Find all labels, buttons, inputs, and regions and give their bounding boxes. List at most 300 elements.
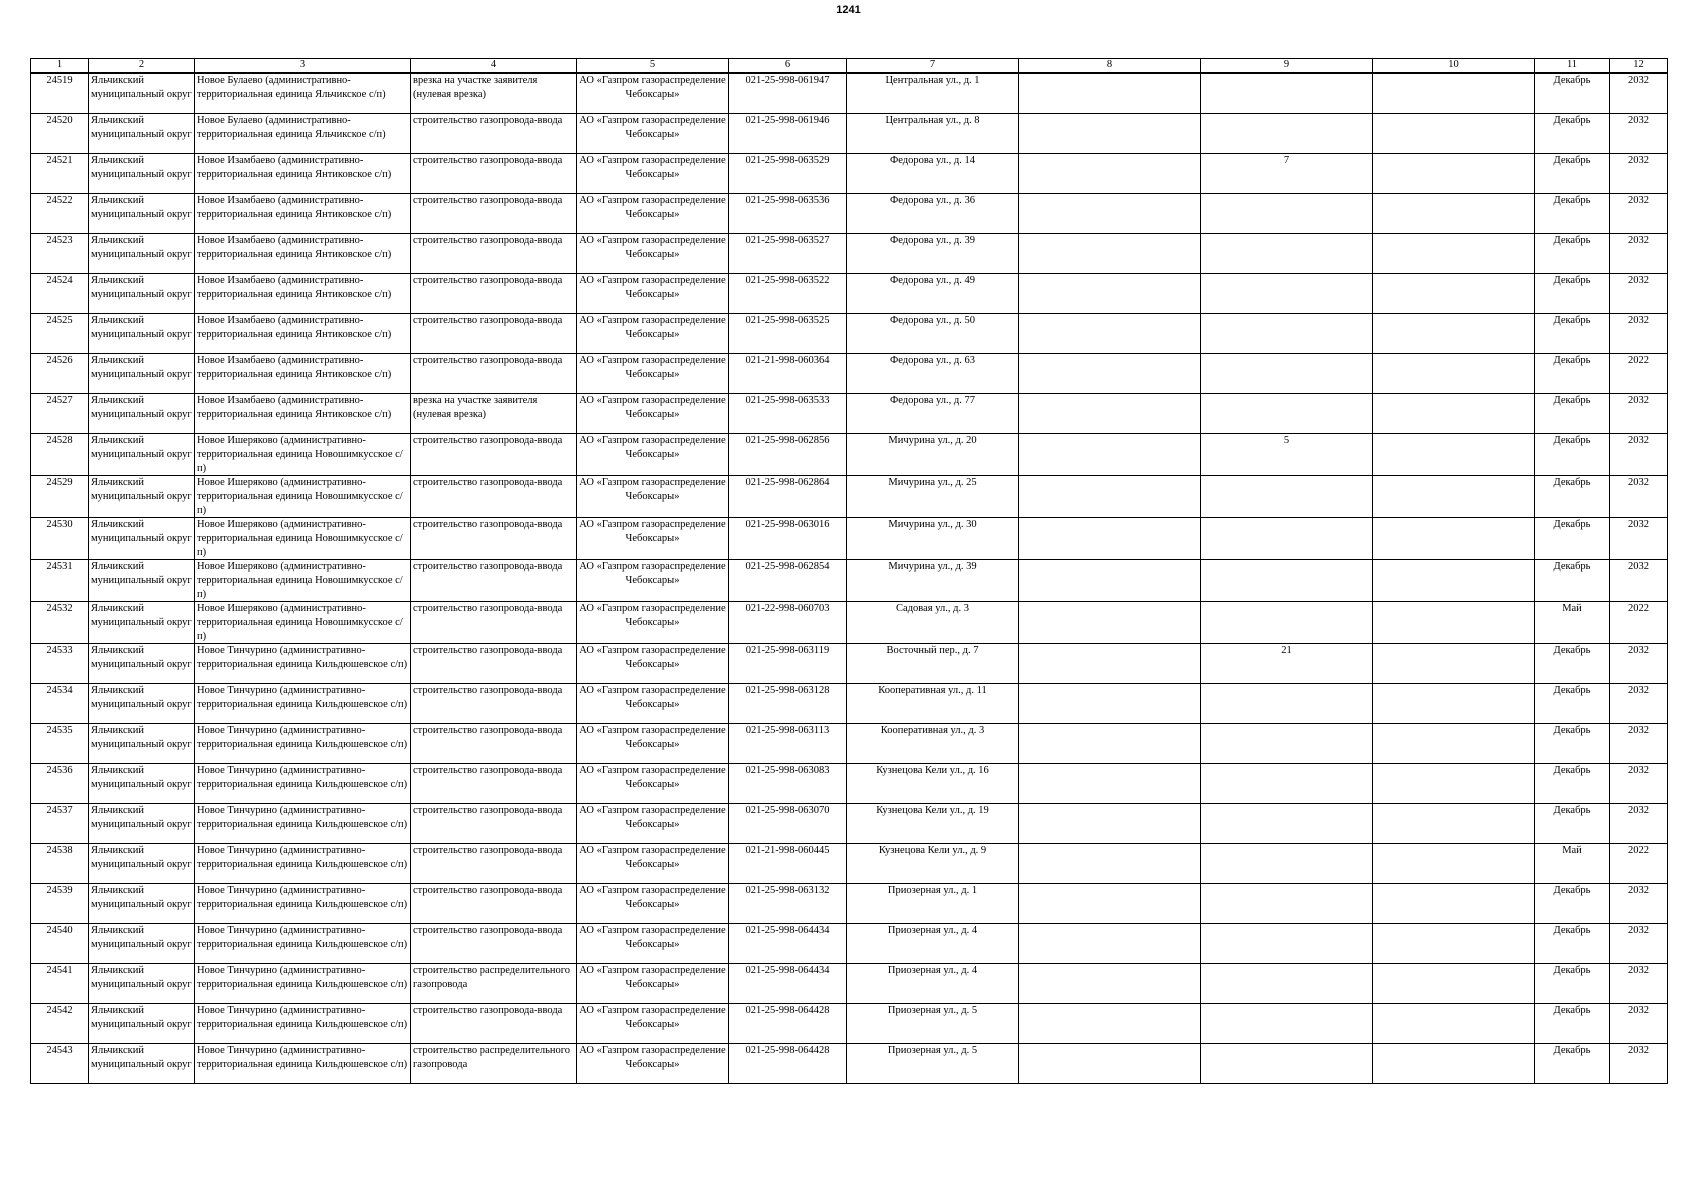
- organization-cell-text: АО «Газпром газораспределение Чебоксары»: [579, 75, 726, 100]
- month-cell-text: Декабрь: [1553, 315, 1591, 326]
- row-id-cell-text: 24537: [46, 805, 73, 816]
- year-cell-text: 2022: [1628, 355, 1649, 366]
- request-code-cell-text: 021-25-998-062864: [745, 477, 830, 488]
- column-9-cell: [1201, 434, 1373, 476]
- row-id-cell-text: 24539: [46, 885, 73, 896]
- column-9-cell: [1201, 1044, 1373, 1084]
- address-cell: [847, 644, 1019, 684]
- month-cell-text: Декабрь: [1553, 435, 1591, 446]
- organization-cell-text: АО «Газпром газораспределение Чебоксары»: [579, 1045, 726, 1070]
- row-id-cell-text: 24527: [46, 395, 73, 406]
- row-id-cell: [31, 434, 89, 476]
- month-cell-text: Декабрь: [1553, 765, 1591, 776]
- month-cell-text: Декабрь: [1553, 155, 1591, 166]
- request-code-cell-text: 021-25-998-062856: [745, 435, 830, 446]
- column-10-cell: [1373, 354, 1535, 394]
- settlement-cell-text: Новое Ишеряково (административно-территориальная единица Новошимкусское с/п): [197, 435, 403, 474]
- column-header: 5: [577, 59, 729, 74]
- month-cell-text: Декабрь: [1553, 561, 1591, 572]
- column-10-cell: [1373, 1004, 1535, 1044]
- settlement-cell-text: Новое Булаево (административно-территориальная единица Яльчикское с/п): [197, 75, 386, 100]
- month-cell: [1535, 1004, 1610, 1044]
- column-8-cell: [1019, 194, 1201, 234]
- organization-cell: [577, 1004, 729, 1044]
- work-type-cell-text: строительство газопровода-ввода: [413, 235, 563, 246]
- row-id-cell-text: 24528: [46, 435, 73, 446]
- work-type-cell: [411, 234, 577, 274]
- column-9-cell: [1201, 194, 1373, 234]
- request-code-cell: [729, 1004, 847, 1044]
- request-code-cell-text: 021-25-998-061947: [745, 75, 830, 86]
- organization-cell: [577, 844, 729, 884]
- district-cell: [89, 114, 195, 154]
- month-cell-text: Декабрь: [1553, 685, 1591, 696]
- year-cell: [1610, 73, 1668, 114]
- request-code-cell: [729, 924, 847, 964]
- address-cell-text: Кузнецова Кели ул., д. 19: [876, 805, 989, 816]
- month-cell-text: Декабрь: [1553, 805, 1591, 816]
- work-type-cell: [411, 1004, 577, 1044]
- organization-cell: [577, 684, 729, 724]
- column-10-cell: [1373, 274, 1535, 314]
- address-cell-text: Кузнецова Кели ул., д. 16: [876, 765, 989, 776]
- address-cell-text: Федорова ул., д. 39: [889, 235, 975, 246]
- row-id-cell: [31, 73, 89, 114]
- row-id-cell: [31, 354, 89, 394]
- district-cell: [89, 804, 195, 844]
- organization-cell-text: АО «Газпром газораспределение Чебоксары»: [579, 115, 726, 140]
- organization-cell: [577, 518, 729, 560]
- settlement-cell-text: Новое Изамбаево (административно-территориальная единица Янтиковское с/п): [197, 395, 392, 420]
- year-cell-text: 2032: [1628, 435, 1649, 446]
- column-header: 11: [1535, 59, 1610, 74]
- row-id-cell: [31, 964, 89, 1004]
- column-10-cell: [1373, 394, 1535, 434]
- district-cell: [89, 234, 195, 274]
- work-type-cell-text: строительство газопровода-ввода: [413, 519, 563, 530]
- year-cell-text: 2032: [1628, 765, 1649, 776]
- work-type-cell-text: строительство газопровода-ввода: [413, 645, 563, 656]
- address-cell: [847, 764, 1019, 804]
- work-type-cell: [411, 804, 577, 844]
- column-header: 1: [31, 59, 89, 74]
- settlement-cell-text: Новое Тинчурино (административно-территориальная единица Кильдюшевское с/п): [197, 845, 408, 870]
- column-8-cell: [1019, 1004, 1201, 1044]
- request-code-cell-text: 021-25-998-063128: [745, 685, 830, 696]
- column-9-cell: [1201, 844, 1373, 884]
- row-id-cell-text: 24522: [46, 195, 73, 206]
- settlement-cell: [195, 234, 411, 274]
- request-code-cell-text: 021-25-998-063522: [745, 275, 830, 286]
- work-type-cell-text: врезка на участке заявителя (нулевая врезка): [413, 395, 538, 420]
- work-type-cell: [411, 194, 577, 234]
- column-10-cell: [1373, 560, 1535, 602]
- column-8-cell: [1019, 924, 1201, 964]
- address-cell-text: Федорова ул., д. 49: [889, 275, 975, 286]
- month-cell-text: Декабрь: [1553, 75, 1591, 86]
- work-type-cell-text: строительство газопровода-ввода: [413, 885, 563, 896]
- settlement-cell: [195, 73, 411, 114]
- work-type-cell: [411, 964, 577, 1004]
- month-cell-text: Декабрь: [1553, 1005, 1591, 1016]
- column-9-cell-text: 21: [1281, 645, 1292, 656]
- work-type-cell: [411, 354, 577, 394]
- month-cell: [1535, 154, 1610, 194]
- month-cell: [1535, 476, 1610, 518]
- column-8-cell: [1019, 114, 1201, 154]
- column-10-cell: [1373, 844, 1535, 884]
- row-id-cell: [31, 764, 89, 804]
- address-cell: [847, 560, 1019, 602]
- work-type-cell: [411, 394, 577, 434]
- column-8-cell: [1019, 354, 1201, 394]
- year-cell-text: 2032: [1628, 965, 1649, 976]
- column-8-cell: [1019, 602, 1201, 644]
- column-9-cell: [1201, 518, 1373, 560]
- column-8-cell: [1019, 884, 1201, 924]
- request-code-cell: [729, 394, 847, 434]
- month-cell: [1535, 964, 1610, 1004]
- year-cell: [1610, 154, 1668, 194]
- organization-cell-text: АО «Газпром газораспределение Чебоксары»: [579, 275, 726, 300]
- work-type-cell: [411, 73, 577, 114]
- column-9-cell: [1201, 234, 1373, 274]
- year-cell: [1610, 964, 1668, 1004]
- year-cell: [1610, 724, 1668, 764]
- request-code-cell: [729, 844, 847, 884]
- year-cell-text: 2032: [1628, 805, 1649, 816]
- organization-cell-text: АО «Газпром газораспределение Чебоксары»: [579, 435, 726, 460]
- column-10-cell: [1373, 518, 1535, 560]
- table-row: [31, 234, 1668, 274]
- column-8-cell: [1019, 154, 1201, 194]
- organization-cell-text: АО «Газпром газораспределение Чебоксары»: [579, 805, 726, 830]
- district-cell: [89, 1004, 195, 1044]
- column-9-cell: [1201, 314, 1373, 354]
- settlement-cell: [195, 518, 411, 560]
- month-cell: [1535, 114, 1610, 154]
- row-id-cell: [31, 476, 89, 518]
- organization-cell: [577, 434, 729, 476]
- row-id-cell-text: 24538: [46, 845, 73, 856]
- column-10-cell: [1373, 964, 1535, 1004]
- request-code-cell-text: 021-25-998-064434: [745, 965, 830, 976]
- district-cell: [89, 724, 195, 764]
- row-id-cell-text: 24543: [46, 1045, 73, 1056]
- column-10-cell: [1373, 764, 1535, 804]
- request-code-cell: [729, 602, 847, 644]
- column-8-cell: [1019, 804, 1201, 844]
- settlement-cell: [195, 560, 411, 602]
- table-row: [31, 764, 1668, 804]
- request-code-cell: [729, 1044, 847, 1084]
- year-cell: [1610, 476, 1668, 518]
- organization-cell-text: АО «Газпром газораспределение Чебоксары»: [579, 765, 726, 790]
- year-cell: [1610, 884, 1668, 924]
- address-cell-text: Приозерная ул., д. 4: [887, 965, 978, 976]
- address-cell: [847, 804, 1019, 844]
- settlement-cell-text: Новое Тинчурино (административно-территориальная единица Кильдюшевское с/п): [197, 925, 408, 950]
- row-id-cell: [31, 314, 89, 354]
- organization-cell: [577, 274, 729, 314]
- row-id-cell-text: 24521: [46, 155, 73, 166]
- address-cell: [847, 114, 1019, 154]
- settlement-cell-text: Новое Тинчурино (административно-территориальная единица Кильдюшевское с/п): [197, 645, 408, 670]
- table-row: [31, 724, 1668, 764]
- column-8-cell: [1019, 234, 1201, 274]
- work-type-cell-text: строительство распределительного газопровода: [413, 965, 571, 990]
- column-10-cell: [1373, 234, 1535, 274]
- year-cell: [1610, 844, 1668, 884]
- year-cell: [1610, 518, 1668, 560]
- table-row: [31, 684, 1668, 724]
- column-10-cell: [1373, 602, 1535, 644]
- table-row: [31, 1044, 1668, 1084]
- row-id-cell-text: 24536: [46, 765, 73, 776]
- address-cell: [847, 73, 1019, 114]
- work-type-cell-text: строительство газопровода-ввода: [413, 603, 563, 614]
- work-type-cell-text: строительство распределительного газопровода: [413, 1045, 571, 1070]
- month-cell: [1535, 644, 1610, 684]
- column-10-cell: [1373, 476, 1535, 518]
- address-cell: [847, 924, 1019, 964]
- table-row: [31, 314, 1668, 354]
- organization-cell-text: АО «Газпром газораспределение Чебоксары»: [579, 845, 726, 870]
- year-cell-text: 2032: [1628, 1005, 1649, 1016]
- month-cell-text: Декабрь: [1553, 519, 1591, 530]
- settlement-cell: [195, 724, 411, 764]
- month-cell-text: Декабрь: [1553, 115, 1591, 126]
- district-cell-text: Яльчикский муниципальный округ: [91, 315, 192, 340]
- settlement-cell: [195, 114, 411, 154]
- work-type-cell: [411, 764, 577, 804]
- column-9-cell: [1201, 884, 1373, 924]
- table-row: [31, 644, 1668, 684]
- year-cell: [1610, 924, 1668, 964]
- month-cell: [1535, 844, 1610, 884]
- district-cell-text: Яльчикский муниципальный округ: [91, 765, 192, 790]
- row-id-cell: [31, 394, 89, 434]
- district-cell: [89, 354, 195, 394]
- row-id-cell-text: 24541: [46, 965, 73, 976]
- year-cell-text: 2032: [1628, 315, 1649, 326]
- month-cell-text: Май: [1562, 845, 1582, 856]
- request-code-cell: [729, 764, 847, 804]
- district-cell: [89, 644, 195, 684]
- organization-cell-text: АО «Газпром газораспределение Чебоксары»: [579, 603, 726, 628]
- district-cell: [89, 1044, 195, 1084]
- request-code-cell: [729, 560, 847, 602]
- table-row: [31, 884, 1668, 924]
- column-9-cell: [1201, 354, 1373, 394]
- request-code-cell-text: 021-25-998-063070: [745, 805, 830, 816]
- year-cell-text: 2032: [1628, 195, 1649, 206]
- work-type-cell-text: строительство газопровода-ввода: [413, 805, 563, 816]
- request-code-cell-text: 021-25-998-063525: [745, 315, 830, 326]
- column-10-cell: [1373, 194, 1535, 234]
- address-cell: [847, 1004, 1019, 1044]
- request-code-cell: [729, 724, 847, 764]
- organization-cell-text: АО «Газпром газораспределение Чебоксары»: [579, 885, 726, 910]
- year-cell: [1610, 114, 1668, 154]
- column-10-cell: [1373, 434, 1535, 476]
- year-cell-text: 2032: [1628, 645, 1649, 656]
- month-cell: [1535, 560, 1610, 602]
- month-cell-text: Декабрь: [1553, 395, 1591, 406]
- row-id-cell-text: 24540: [46, 925, 73, 936]
- row-id-cell: [31, 724, 89, 764]
- work-type-cell-text: строительство газопровода-ввода: [413, 315, 563, 326]
- year-cell-text: 2032: [1628, 685, 1649, 696]
- request-code-cell-text: 021-25-998-063016: [745, 519, 830, 530]
- row-id-cell-text: 24531: [46, 561, 73, 572]
- table-row: [31, 354, 1668, 394]
- column-9-cell: [1201, 394, 1373, 434]
- year-cell-text: 2032: [1628, 235, 1649, 246]
- address-cell: [847, 194, 1019, 234]
- address-cell: [847, 844, 1019, 884]
- table-row: [31, 274, 1668, 314]
- address-cell-text: Федорова ул., д. 50: [889, 315, 975, 326]
- work-type-cell-text: строительство газопровода-ввода: [413, 561, 563, 572]
- column-8-cell: [1019, 684, 1201, 724]
- month-cell-text: Декабрь: [1553, 1045, 1591, 1056]
- request-code-cell: [729, 234, 847, 274]
- settlement-cell-text: Новое Изамбаево (административно-территориальная единица Янтиковское с/п): [197, 195, 392, 220]
- organization-cell-text: АО «Газпром газораспределение Чебоксары»: [579, 519, 726, 544]
- district-cell: [89, 884, 195, 924]
- work-type-cell: [411, 476, 577, 518]
- request-code-cell-text: 021-25-998-063119: [745, 645, 830, 656]
- address-cell-text: Приозерная ул., д. 5: [887, 1045, 978, 1056]
- work-type-cell: [411, 684, 577, 724]
- request-code-cell: [729, 964, 847, 1004]
- organization-cell: [577, 154, 729, 194]
- address-cell: [847, 684, 1019, 724]
- row-id-cell-text: 24526: [46, 355, 73, 366]
- column-9-cell: [1201, 804, 1373, 844]
- request-code-cell-text: 021-22-998-060703: [745, 603, 830, 614]
- table-row: [31, 154, 1668, 194]
- table-row: [31, 518, 1668, 560]
- settlement-cell: [195, 1004, 411, 1044]
- year-cell-text: 2032: [1628, 395, 1649, 406]
- organization-cell-text: АО «Газпром газораспределение Чебоксары»: [579, 355, 726, 380]
- table-row: [31, 964, 1668, 1004]
- month-cell-text: Декабрь: [1553, 195, 1591, 206]
- organization-cell-text: АО «Газпром газораспределение Чебоксары»: [579, 315, 726, 340]
- work-type-cell: [411, 518, 577, 560]
- month-cell-text: Декабрь: [1553, 725, 1591, 736]
- month-cell: [1535, 194, 1610, 234]
- year-cell: [1610, 644, 1668, 684]
- address-cell-text: Центральная ул., д. 1: [885, 75, 980, 86]
- settlement-cell-text: Новое Изамбаево (административно-территориальная единица Янтиковское с/п): [197, 155, 392, 180]
- settlement-cell-text: Новое Изамбаево (административно-территориальная единица Янтиковское с/п): [197, 275, 392, 300]
- settlement-cell: [195, 764, 411, 804]
- address-cell-text: Приозерная ул., д. 1: [887, 885, 978, 896]
- request-code-cell: [729, 434, 847, 476]
- column-9-cell: [1201, 724, 1373, 764]
- row-id-cell: [31, 1004, 89, 1044]
- year-cell-text: 2032: [1628, 725, 1649, 736]
- year-cell-text: 2032: [1628, 115, 1649, 126]
- year-cell-text: 2032: [1628, 885, 1649, 896]
- row-id-cell: [31, 684, 89, 724]
- district-cell: [89, 274, 195, 314]
- address-cell-text: Садовая ул., д. 3: [896, 603, 969, 614]
- work-type-cell-text: строительство газопровода-ввода: [413, 1005, 563, 1016]
- organization-cell: [577, 73, 729, 114]
- row-id-cell: [31, 154, 89, 194]
- address-cell-text: Кооперативная ул., д. 11: [878, 685, 987, 696]
- organization-cell-text: АО «Газпром газораспределение Чебоксары»: [579, 155, 726, 180]
- row-id-cell-text: 24530: [46, 519, 73, 530]
- column-9-cell: [1201, 764, 1373, 804]
- row-id-cell-text: 24525: [46, 315, 73, 326]
- address-cell-text: Федорова ул., д. 77: [889, 395, 975, 406]
- row-id-cell: [31, 844, 89, 884]
- month-cell: [1535, 804, 1610, 844]
- work-type-cell-text: строительство газопровода-ввода: [413, 925, 563, 936]
- column-9-cell-text: 5: [1283, 435, 1290, 446]
- settlement-cell: [195, 1044, 411, 1084]
- work-type-cell-text: строительство газопровода-ввода: [413, 845, 563, 856]
- request-code-cell: [729, 684, 847, 724]
- year-cell: [1610, 194, 1668, 234]
- settlement-cell: [195, 434, 411, 476]
- row-id-cell: [31, 274, 89, 314]
- row-id-cell: [31, 644, 89, 684]
- address-cell: [847, 234, 1019, 274]
- request-code-cell: [729, 154, 847, 194]
- settlement-cell-text: Новое Ишеряково (административно-территориальная единица Новошимкусское с/п): [197, 603, 403, 642]
- month-cell-text: Декабрь: [1553, 885, 1591, 896]
- month-cell: [1535, 73, 1610, 114]
- settlement-cell: [195, 884, 411, 924]
- year-cell-text: 2032: [1628, 75, 1649, 86]
- request-code-cell: [729, 354, 847, 394]
- column-9-cell-text: 7: [1283, 155, 1290, 166]
- column-8-cell: [1019, 560, 1201, 602]
- row-id-cell: [31, 1044, 89, 1084]
- year-cell-text: 2032: [1628, 925, 1649, 936]
- column-8-cell: [1019, 1044, 1201, 1084]
- organization-cell-text: АО «Газпром газораспределение Чебоксары»: [579, 965, 726, 990]
- request-code-cell: [729, 114, 847, 154]
- address-cell-text: Кузнецова Кели ул., д. 9: [878, 845, 987, 856]
- page-number: 1241: [836, 4, 861, 16]
- column-10-cell: [1373, 884, 1535, 924]
- column-8-cell: [1019, 73, 1201, 114]
- month-cell: [1535, 924, 1610, 964]
- settlement-cell: [195, 684, 411, 724]
- work-type-cell: [411, 844, 577, 884]
- year-cell: [1610, 602, 1668, 644]
- column-8-cell: [1019, 764, 1201, 804]
- address-cell-text: Приозерная ул., д. 4: [887, 925, 978, 936]
- settlement-cell-text: Новое Тинчурино (административно-территориальная единица Кильдюшевское с/п): [197, 765, 408, 790]
- request-code-cell-text: 021-25-998-062854: [745, 561, 830, 572]
- table-row: [31, 924, 1668, 964]
- request-code-cell: [729, 884, 847, 924]
- table-row: [31, 560, 1668, 602]
- district-cell-text: Яльчикский муниципальный округ: [91, 1005, 192, 1030]
- organization-cell: [577, 804, 729, 844]
- settlement-cell: [195, 644, 411, 684]
- settlement-cell-text: Новое Ишеряково (административно-территориальная единица Новошимкусское с/п): [197, 477, 403, 516]
- settlement-cell: [195, 602, 411, 644]
